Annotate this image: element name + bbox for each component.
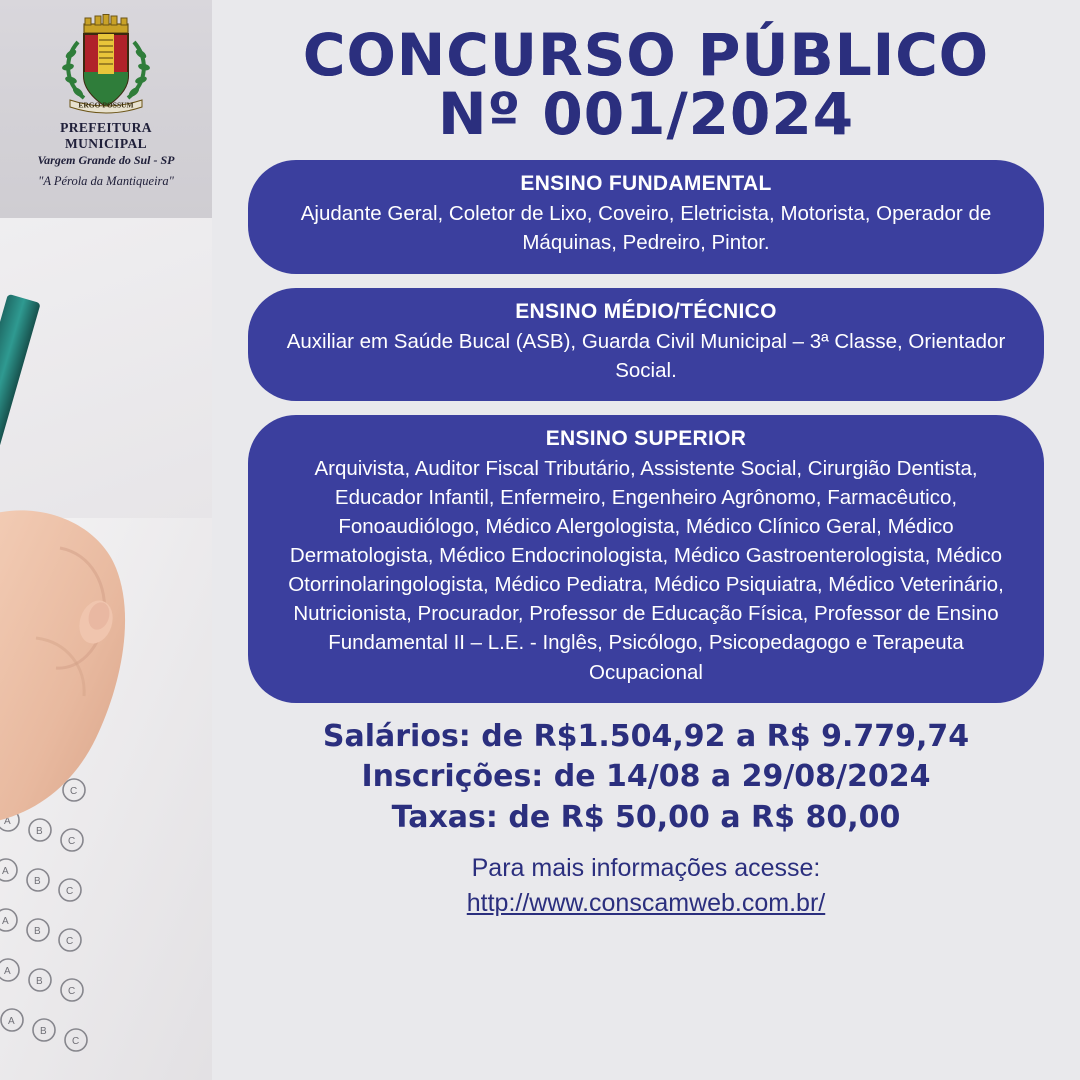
crest-line-motto: "A Pérola da Mantiqueira" [38, 174, 174, 188]
municipality-logo [26, 14, 186, 189]
svg-text:B: B [34, 876, 41, 887]
svg-text:C: C [66, 936, 74, 947]
svg-text:A: A [2, 916, 9, 927]
left-photo-strip [0, 0, 212, 1080]
footer-info-text: Para mais informações acesse: [471, 854, 821, 883]
svg-text:C: C [68, 836, 76, 847]
footer [232, 852, 1060, 918]
page-title [232, 0, 1060, 149]
svg-text:C: C [68, 986, 76, 997]
poster-content [212, 0, 1080, 1080]
fact-salarios: Salários: de R$1.504,92 a R$ 9.779,74 [322, 718, 970, 754]
svg-text:B: B [36, 976, 43, 987]
svg-text:C: C [72, 1036, 80, 1047]
svg-text:A: A [4, 816, 11, 827]
card-title-medio: ENSINO MÉDIO/TÉCNICO [515, 299, 777, 323]
hand-with-pencil-illustration [0, 218, 212, 1080]
svg-text:A: A [8, 1016, 15, 1027]
svg-text:A: A [2, 866, 9, 877]
card-body-fundamental: Ajudante Geral, Coletor de Lixo, Coveiro, Eletricista, Motorista, Operador de Máquinas, Pedreiro, Pintor. [300, 202, 992, 255]
crest-motto-text: ERGO POSSUM [78, 100, 134, 110]
svg-text:B: B [40, 1026, 47, 1037]
svg-text:B: B [36, 826, 43, 837]
answer-sheet-photo [0, 218, 212, 1080]
website-link[interactable]: http://www.conscamweb.com.br/ [466, 888, 826, 917]
svg-text:C: C [66, 886, 74, 897]
crest-line-city: Vargem Grande do Sul - SP [37, 153, 175, 167]
key-facts [232, 717, 1060, 839]
coat-of-arms-icon [54, 14, 158, 118]
card-title-superior: ENSINO SUPERIOR [545, 426, 747, 450]
crest-plate [0, 0, 212, 218]
crest-line-prefeitura: PREFEITURA MUNICIPAL [60, 120, 152, 151]
svg-text:B: B [34, 926, 41, 937]
education-level-cards [232, 160, 1060, 702]
card-ensino-medio-tecnico [248, 288, 1044, 401]
card-ensino-superior [248, 415, 1044, 703]
card-title-fundamental: ENSINO FUNDAMENTAL [520, 172, 772, 196]
page-title-line1: CONCURSO PÚBLICO [302, 21, 990, 89]
fact-taxas: Taxas: de R$ 50,00 a R$ 80,00 [391, 799, 901, 835]
card-ensino-fundamental [248, 160, 1044, 273]
card-body-superior: Arquivista, Auditor Fiscal Tributário, Assistente Social, Cirurgião Dentista, Educador Infantil, Enfermeiro, Engenheiro Agrônomo, Farmacêutico, Fonoaudiólogo, Médico Alergologista, Médico Clínico Geral, Médico Dermatologista, Médico Endocrinologista, Médico Gastroenterologista, Médico Otorrinolaringologista, Médico Pediatra, Médico Psiquiatra, Médico Veterinário, Nutricionista, Procurador, Professor de Educação Física, Professor de Ensino Fundamental II – L.E. - Inglês, Psicólogo, Psicopedagogo e Terapeuta Ocupacional [288, 456, 1004, 684]
page-title-line2: Nº 001/2024 [437, 80, 855, 149]
svg-text:C: C [70, 786, 78, 797]
fact-inscricoes: Inscrições: de 14/08 a 29/08/2024 [361, 759, 931, 795]
svg-text:A: A [4, 966, 11, 977]
card-body-medio: Auxiliar em Saúde Bucal (ASB), Guarda Civil Municipal – 3ª Classe, Orientador Social. [286, 329, 1006, 382]
